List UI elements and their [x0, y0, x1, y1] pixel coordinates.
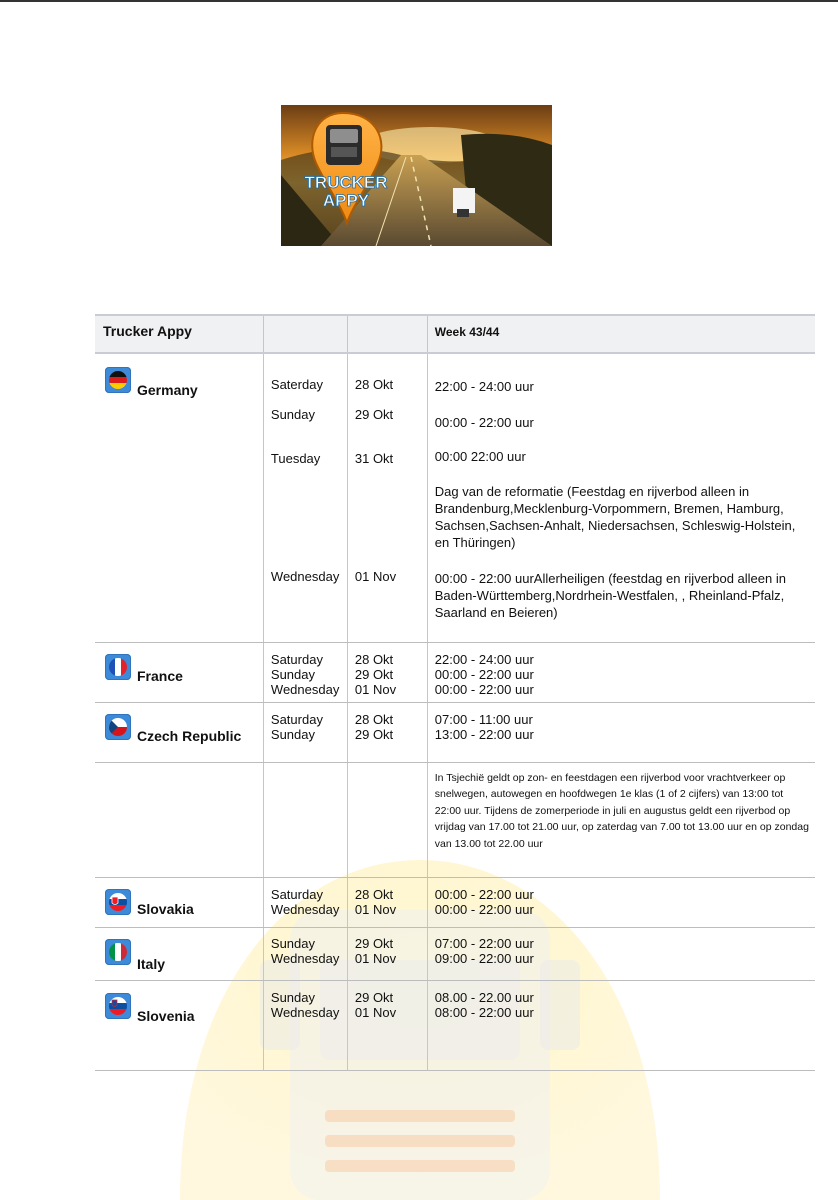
- slovakia-flag-icon: [105, 889, 131, 915]
- date-cell: 28 Okt: [354, 651, 394, 667]
- country-row-slovenia: [95, 980, 815, 1070]
- czech-note-row: [95, 762, 815, 877]
- day-cell: Wednesday: [270, 901, 340, 917]
- date-cell: 29 Okt: [354, 407, 394, 422]
- time-cell: 08:00 - 22:00 uur: [434, 1004, 534, 1020]
- date-cell: 29 Okt: [354, 666, 394, 682]
- italy-flag-icon: [105, 939, 131, 965]
- day-cell: Tuesday: [270, 451, 321, 466]
- time-cell: 00:00 - 22:00 uur: [434, 886, 534, 902]
- country-name-czech-republic: Czech Republic: [137, 727, 242, 744]
- date-cell: 01 Nov: [354, 1004, 397, 1020]
- date-cell: 01 Nov: [354, 569, 397, 584]
- day-cell: Sunday: [270, 407, 315, 422]
- day-cell: Wednesday: [270, 1004, 340, 1020]
- slovenia-flag-icon: [105, 993, 131, 1019]
- date-cell: 29 Okt: [354, 726, 394, 742]
- holiday-note: Dag van de reformatie (Feestdag en rijverbod alleen in Brandenburg,Mecklenburg-Vorpommern, Bremen, Hamburg, Sachsen,Sachsen-Anhalt, Niedersachsen, Schleswig-Holstein, en Thüringen): [434, 484, 796, 550]
- holiday-note: 00:00 - 22:00 uurAllerheiligen (feestdag en rijverbod alleen in Baden-Württemberg,Nordrhein-Westfalen, , Rheinland-Pfalz, Saarland en Beieren): [434, 571, 786, 620]
- time-cell: 00:00 - 22:00 uur: [434, 415, 534, 430]
- time-cell: 09:00 - 22:00 uur: [434, 950, 534, 966]
- date-cell: 01 Nov: [354, 901, 397, 917]
- date-cell: 01 Nov: [354, 681, 397, 697]
- country-name-germany: Germany: [137, 382, 198, 398]
- time-cell: 22:00 - 24:00 uur: [434, 651, 534, 667]
- czech-flag-icon: [105, 714, 131, 740]
- day-cell: Saterday: [270, 377, 323, 392]
- country-name-france: France: [137, 667, 183, 684]
- day-cell: Wednesday: [270, 681, 340, 697]
- top-border: [0, 0, 838, 2]
- country-row-czech-republic: [95, 702, 815, 762]
- time-cell: 22:00 - 24:00 uur: [434, 379, 534, 394]
- country-name-italy: Italy: [137, 955, 166, 972]
- day-cell: Sunday: [270, 666, 315, 682]
- day-cell: Saturday: [270, 886, 323, 902]
- date-cell: 29 Okt: [354, 935, 394, 951]
- day-cell: Wednesday: [270, 950, 340, 966]
- day-cell: Sunday: [270, 726, 315, 742]
- country-row-slovakia: [95, 877, 815, 927]
- driving-ban-table: [95, 314, 815, 1071]
- time-cell: 08.00 - 22.00 uur: [434, 989, 534, 1005]
- date-cell: 28 Okt: [354, 711, 394, 727]
- logo-text-line1: TRUCKER: [304, 173, 388, 192]
- day-cell: Wednesday: [270, 569, 340, 584]
- country-name-slovakia: Slovakia: [137, 900, 194, 917]
- trucker-appy-banner: [281, 105, 552, 246]
- country-name-slovenia: Slovenia: [137, 1007, 195, 1024]
- time-cell: 13:00 - 22:00 uur: [434, 726, 534, 742]
- date-cell: 01 Nov: [354, 950, 397, 966]
- table-header-row: [95, 315, 815, 353]
- time-cell: 07:00 - 11:00 uur: [434, 711, 533, 727]
- date-cell: 28 Okt: [354, 886, 394, 902]
- germany-flag-icon: [105, 367, 131, 393]
- week-label: Week 43/44: [434, 325, 500, 339]
- date-cell: 28 Okt: [354, 377, 394, 392]
- day-cell: Saturday: [270, 711, 323, 727]
- country-row-germany: [95, 353, 815, 642]
- france-flag-icon: [105, 654, 131, 680]
- time-cell: 07:00 - 22:00 uur: [434, 935, 534, 951]
- day-cell: Sunday: [270, 935, 315, 951]
- day-cell: Saturday: [270, 651, 323, 667]
- logo-text-line2: APPY: [322, 191, 370, 210]
- time-cell: 00:00 22:00 uur: [434, 449, 526, 464]
- czech-rules-note: In Tsjechië geldt op zon- en feestdagen een rijverbod voor vrachtverkeer op snelwegen, autowegen en hoofdwegen 1e klas (1 of 2 cijfers) van 13:00 tot 22:00 uur. Tijdens de zomerperiode in juli en augustus geldt een rijverbod op vrijdag van 17.00 tot 21.00 uur, op zaterdag van 7.00 tot 13.00 uur en op zondag van 13.00 tot 22.00 uur: [434, 771, 809, 850]
- time-cell: 00:00 - 22:00 uur: [434, 681, 534, 697]
- time-cell: 00:00 - 22:00 uur: [434, 901, 534, 917]
- time-cell: 00:00 - 22:00 uur: [434, 666, 534, 682]
- date-cell: 29 Okt: [354, 989, 394, 1005]
- date-cell: 31 Okt: [354, 451, 394, 466]
- country-row-france: [95, 642, 815, 702]
- day-cell: Sunday: [270, 989, 315, 1005]
- country-row-italy: [95, 927, 815, 980]
- table-title: Trucker Appy: [103, 323, 192, 339]
